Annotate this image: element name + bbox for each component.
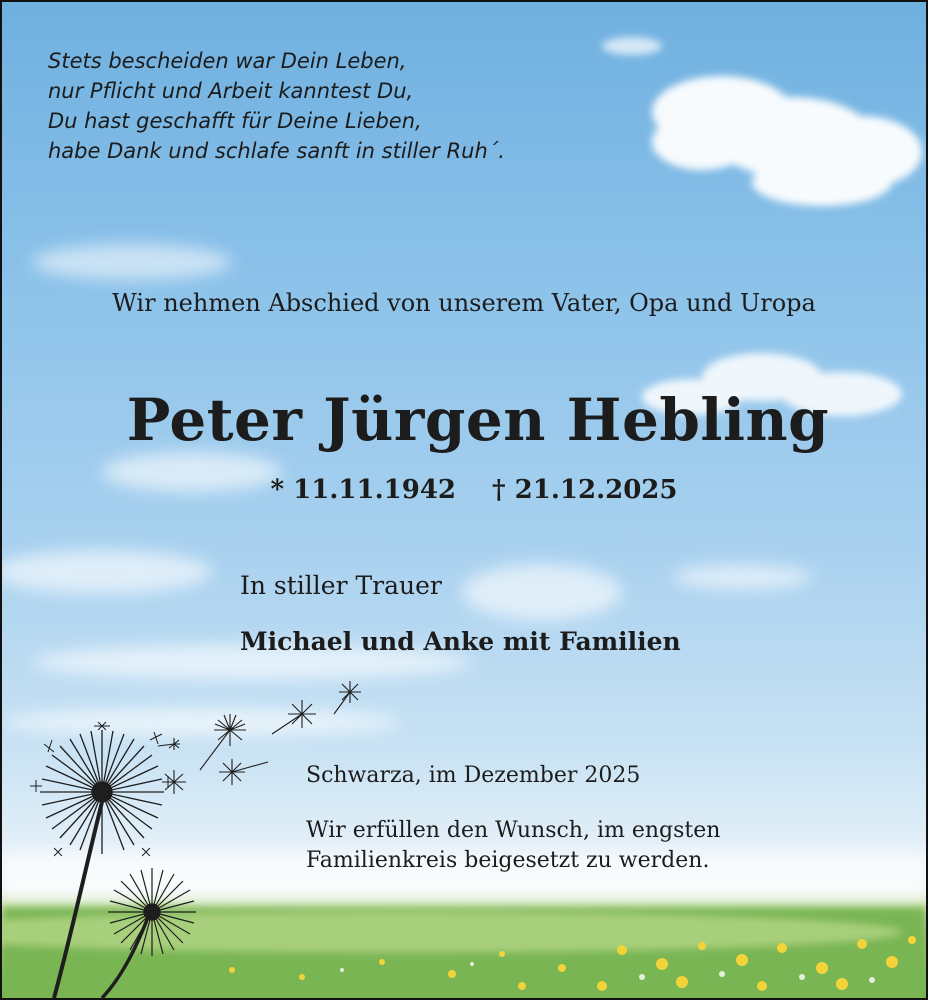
poem: [48, 46, 505, 166]
birth-date: * 11.11.1942: [270, 475, 456, 505]
place-date: Schwarza, im Dezember 2025: [306, 763, 641, 788]
deceased-name: Peter Jürgen Hebling: [126, 386, 830, 454]
death-date: † 21.12.2025: [492, 475, 678, 505]
farewell-intro: Wir nehmen Abschied von unserem Vater, Opa und Uropa: [112, 289, 816, 317]
mourning-heading: In stiller Trauer: [240, 571, 442, 600]
burial-note: [306, 816, 720, 876]
life-dates: [2, 470, 928, 510]
poem-line: habe Dank und schlafe sanft in stiller Ruh´.: [48, 139, 505, 163]
poem-line: nur Pflicht und Arbeit kanntest Du,: [48, 79, 414, 103]
meadow-illustration: [2, 907, 926, 998]
poem-line: Du hast geschafft für Deine Lieben,: [48, 109, 422, 133]
burial-note-line: Wir erfüllen den Wunsch, im engsten: [306, 818, 721, 843]
burial-note-line: Familienkreis beigesetzt zu werden.: [306, 848, 710, 873]
mourner-names: Michael und Anke mit Familien: [240, 627, 681, 656]
poem-line: Stets bescheiden war Dein Leben,: [48, 49, 407, 73]
